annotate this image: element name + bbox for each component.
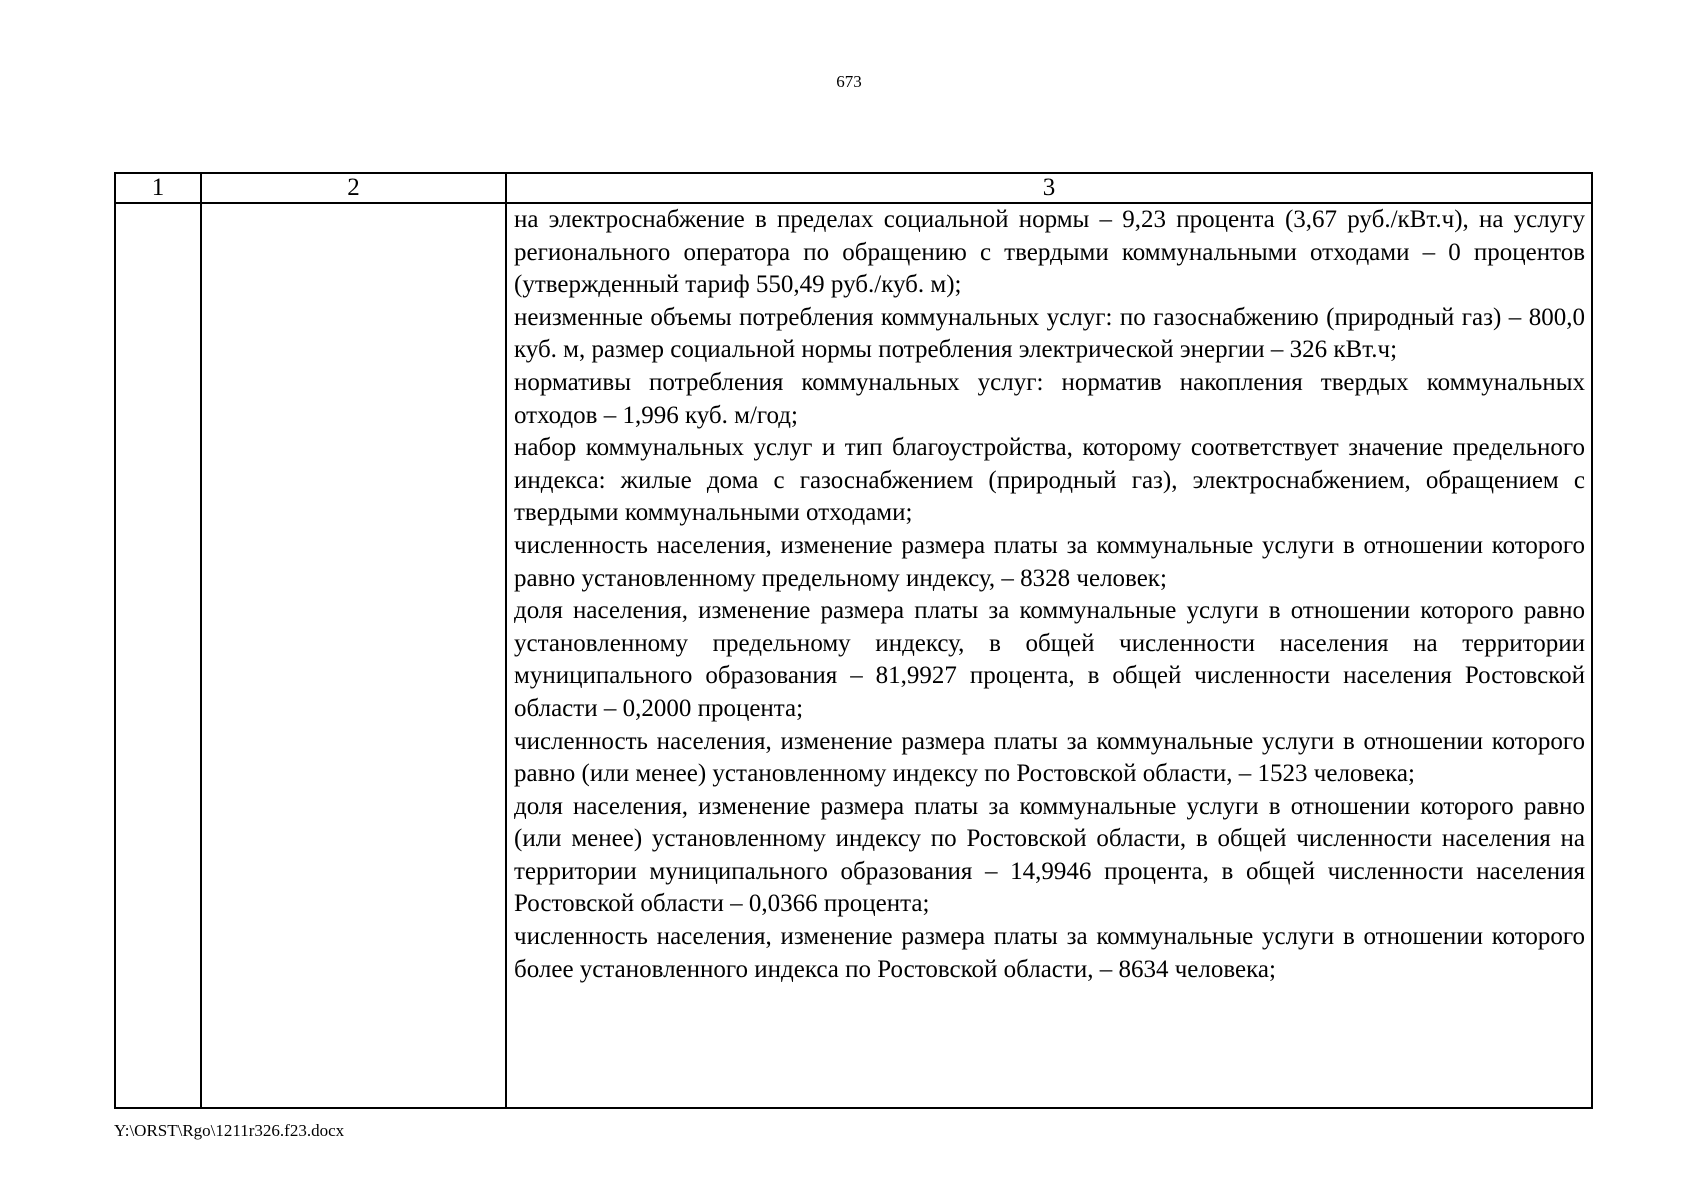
column-header-3: 3 [506,173,1592,203]
paragraph-share-equal-limit: доля населения, изменение размера платы за коммунальные услуги в отношении которого равно установленному предельному индексу, в общей численности населения на территории муниципального образования – 81,9927 процента, в общей численности населения Ростовской области – 0,2000 процента; [514,597,1585,722]
paragraph-consumption-volumes: неизменные объемы потребления коммунальных услуг: по газоснабжению (природный газ) – 800,0 куб. м, размер социальной нормы потребления электрической энергии – 326 кВт.ч; [514,303,1585,364]
paragraph-share-equal-or-less-index: доля населения, изменение размера платы за коммунальные услуги в отношении которого равно (или менее) установленному индексу по Ростовской области, в общей численности населения на территории муниципального образования – 14,9946 процента, в общей численности населения Ростовской области – 0,0366 процента; [514,792,1585,918]
paragraph-population-equal-or-less-index: численность населения, изменение размера платы за коммунальные услуги в отношении которого равно (или менее) установленному индексу по Ростовской области, – 1523 человека; [514,727,1585,788]
column-header-1: 1 [115,173,201,203]
page-number: 673 [836,72,862,91]
paragraph-population-above-index: численность населения, изменение размера платы за коммунальные услуги в отношении которого более установленного индекса по Ростовской области, – 8634 человека; [514,923,1585,983]
paragraph-services-set: набор коммунальных услуг и тип благоустройства, которому соответствует значение предельного индекса: жилые дома с газоснабжением (природный газ), электроснабжением, обращением с твердыми коммунальными отходами; [514,434,1585,527]
document-table [114,172,1593,1109]
paragraph-consumption-norms: нормативы потребления коммунальных услуг: норматив накопления твердых коммунальных отходов – 1,996 куб. м/год; [514,368,1585,429]
column-2-cell [201,203,506,1108]
column-1-cell [115,203,201,1108]
footer-file-path: Y:\ORST\Rgo\1211r326.f23.docx [114,1121,345,1140]
table-header-row [115,173,1592,203]
table-row [115,203,1592,1108]
paragraph-tariff-electricity-waste: на электроснабжение в пределах социальной нормы – 9,23 процента (3,67 руб./кВт.ч), на услугу регионального оператора по обращению с твердыми коммунальными отходами – 0 процентов (утвержденный тариф 550,49 руб./куб. м); [514,206,1585,299]
column-header-2: 2 [201,173,506,203]
paragraph-population-equal-limit: численность населения, изменение размера платы за коммунальные услуги в отношении которого равно установленному предельному индексу, – 8328 человек; [514,531,1585,592]
column-3-cell [506,203,1592,1108]
